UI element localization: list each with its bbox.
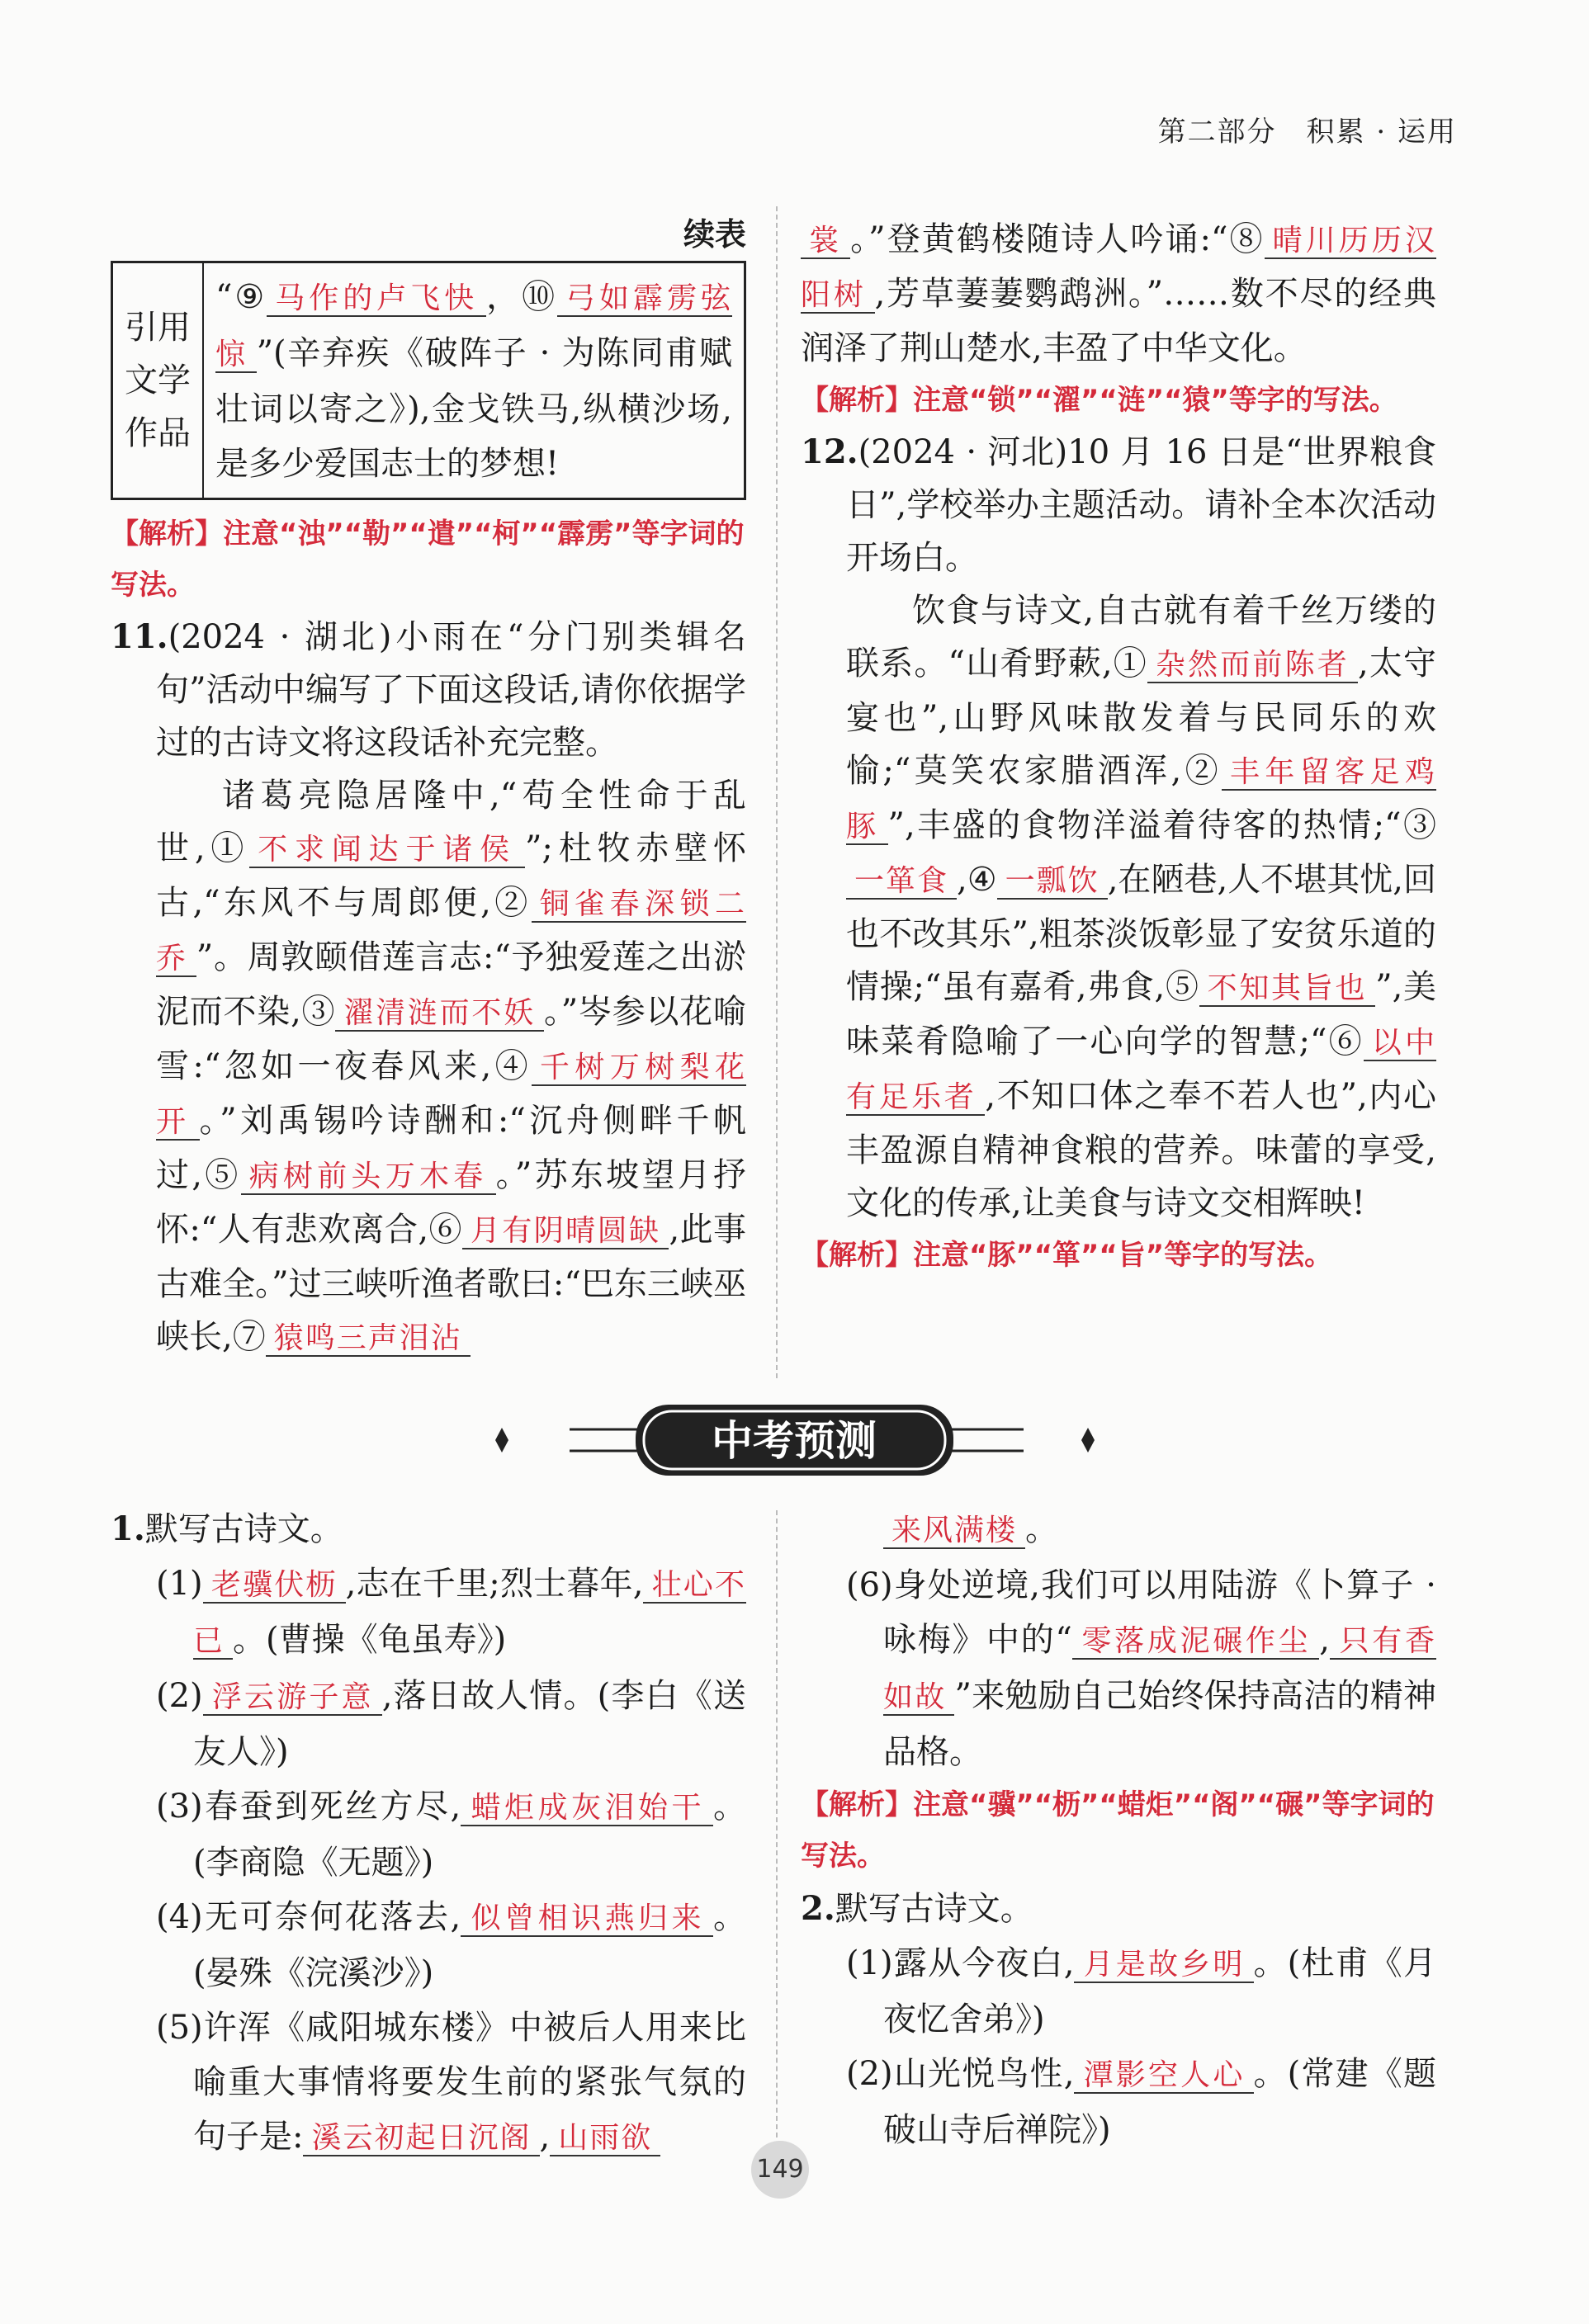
banner-graphic [0, 1395, 1589, 1486]
answer-12-5: 不知其旨也 [1199, 971, 1375, 1007]
text: ,此事古难全。”过三峡听渔者歌曰:“巴东三峡巫峡长,⑦ [156, 1211, 746, 1356]
text: 。(晏殊《浣溪沙》) [193, 1898, 746, 1992]
analysis-1: 【解析】注意“浊”“勒”“遣”“柯”“霹雳”等字词的写法。 [111, 517, 745, 602]
text: ,芳草萋萋鹦鹉洲。”……数不尽的经典润泽了荆山楚水,丰盈了中华文化。 [801, 275, 1436, 367]
text: ，⑩ [486, 278, 558, 316]
text: 。(杜甫《月夜忆舍弟》) [883, 1944, 1436, 2038]
answer-11-2: 铜雀春深锁二乔 [156, 887, 746, 975]
text: 。 [1025, 1510, 1059, 1548]
text: 。”登黄鹤楼随诗人吟诵:“⑧ [850, 220, 1265, 258]
text: 。(曹操《龟虽寿》) [233, 1621, 507, 1659]
question-number: 1. [111, 1509, 145, 1548]
answer-1-5a: 溪云初起日沉阁 [303, 2121, 539, 2156]
left-column-top [111, 213, 746, 1365]
banner-star-left [495, 1428, 508, 1452]
text: ”;杜牧赤壁怀古,“东风不与周郎便,② [156, 829, 746, 922]
text: 诸葛亮隐居隆中,“苟全性命于乱世,① [156, 777, 746, 867]
text: (6)身处逆境,我们可以用陆游《卜算子 · 咏梅》中的“ [846, 1566, 1436, 1659]
text: (3)春蚕到死丝方尽, [156, 1788, 461, 1826]
citation-table [111, 261, 746, 500]
section-banner [0, 1395, 1589, 1486]
text: ”,丰盛的食物洋溢着待客的热情;“③ [887, 806, 1436, 844]
answer-1-1a: 老骥伏枥 [203, 1568, 346, 1604]
text: ,④ [957, 861, 997, 899]
text: ”(辛弃疾《破阵子 · 为陈同甫赋壮词以寄之》),金戈铁马,纵横沙场,是多少爱国志士的梦想! [215, 334, 732, 483]
answer-1-5b: 山雨欲 [550, 2121, 660, 2156]
banner-title: 中考预测 [712, 1417, 877, 1465]
text: , [1319, 1621, 1330, 1659]
text: ,太守宴也”,山野风味散发着与民同乐的欢愉;“莫笑农家腊酒浑,② [846, 645, 1436, 790]
text: ,不知口体之奉不若人也”,内心丰盈源自精神食粮的营养。味蕾的享受,文化的传承,让美食与诗文交相辉映! [846, 1077, 1436, 1222]
column-divider-top [776, 206, 778, 1378]
text: (5)许浑《咸阳城东楼》中被后人用来比喻重大事情将要发生前的紧张气氛的句子是: [156, 2009, 746, 2156]
answer-11-7-cont: 裳 [801, 224, 850, 259]
text: ,落日故人情。(李白《送友人》) [193, 1677, 746, 1771]
answer-11-1: 不求闻达于诸侯 [249, 833, 525, 868]
text: (1)露从今夜白, [846, 1944, 1075, 1982]
text: 。”苏东坡望月抒怀:“人有悲欢离合,⑥ [156, 1156, 746, 1249]
question-11 [111, 611, 746, 769]
text: ,志在千里;烈士暮年, [345, 1565, 644, 1603]
text: ,在陋巷,人不堪其忧,回也不改其乐”,粗茶淡饭彰显了安贫乐道的情操;“虽有嘉肴,弗食,⑤ [846, 861, 1436, 1006]
answer-10: 弓如霹雳弦惊 [215, 281, 732, 371]
answer-9: 马作的卢飞快 [267, 281, 486, 317]
banner-star-right [1081, 1428, 1095, 1452]
item-4 [111, 1890, 746, 2000]
answer-1-4: 似曾相识燕归来 [461, 1901, 713, 1937]
q2-item-1 [801, 1936, 1436, 2047]
item-index: (1) [156, 1565, 203, 1603]
page-header: 第二部分 积累 · 运用 [1157, 116, 1457, 149]
text: ”,美味菜肴隐喻了一心向学的智慧;“⑥ [846, 968, 1436, 1060]
answer-11-6: 月有阴晴圆缺 [462, 1214, 669, 1249]
page-number: 149 [751, 2141, 809, 2199]
item-3 [111, 1779, 746, 1890]
item-index: (2) [156, 1677, 203, 1715]
answer-12-2: 丰年留客足鸡豚 [846, 755, 1436, 843]
answer-1-5b-cont: 来风满楼 [883, 1514, 1025, 1549]
text: 。(李商隐《无题》) [193, 1788, 746, 1882]
text: “⑨ [215, 278, 267, 316]
answer-12-4: 一瓢饮 [997, 864, 1108, 900]
answer-12-3: 一箪食 [846, 864, 957, 900]
question-2 [801, 1882, 1436, 1936]
answer-2-2: 潭影空人心 [1074, 2058, 1253, 2094]
q2-item-2 [801, 2047, 1436, 2157]
question-11-continued [801, 213, 1436, 375]
item-5-continued [801, 1502, 1436, 1558]
text: 。”岑参以花喻雪:“忽如一夜春风来,④ [156, 993, 746, 1085]
analysis-3: 【解析】注意“豚”“箪”“旨”等字的写法。 [801, 1239, 1333, 1272]
answer-1-1b: 壮心不已 [193, 1568, 746, 1658]
left-column-bottom [111, 1502, 746, 2166]
question-title: 默写古诗文。 [835, 1890, 1033, 1928]
text: ”。周敦颐借莲言志:“予独爱莲之出淤泥而不染,③ [156, 938, 746, 1031]
continued-label: 续表 [683, 215, 746, 253]
question-12-body [801, 584, 1436, 1230]
text: , [539, 2118, 551, 2156]
question-1 [111, 1502, 746, 1556]
question-title: 默写古诗文。 [144, 1510, 343, 1548]
answer-12-6: 以中有足乐者 [846, 1026, 1436, 1114]
answer-11-4: 千树万树梨花开 [156, 1051, 746, 1139]
text: 饮食与诗文,自古就有着千丝万缕的联系。“山肴野蔌,① [846, 592, 1436, 683]
item-2 [111, 1669, 746, 1779]
column-divider-bottom [776, 1510, 778, 2137]
answer-1-6b: 只有香如故 [883, 1624, 1436, 1714]
item-6 [801, 1558, 1436, 1779]
answer-11-7: 猿鸣三声泪沾 [266, 1321, 471, 1357]
answer-1-6a: 零落成泥碾作尘 [1072, 1624, 1319, 1660]
right-column-bottom [801, 1502, 1436, 2157]
analysis-2: 【解析】注意“锁”“濯”“涟”“猿”等字的写法。 [801, 384, 1397, 417]
text: 。(常建《题破山寺后禅院》) [883, 2055, 1436, 2149]
question-stem: (2024 · 湖北)小雨在“分门别类辑名句”活动中编写了下面这段话,请你依据学过的古诗文将这段话补充完整。 [156, 618, 746, 762]
question-stem: (2024 · 河北)10 月 16 日是“世界粮食日”,学校举办主题活动。请补全本次活动开场白。 [846, 433, 1436, 577]
answer-11-5: 病树前头万木春 [241, 1160, 496, 1195]
text: ”来勉励自己始终保持高洁的精神品格。 [883, 1677, 1436, 1771]
question-number: 12. [801, 432, 858, 471]
text: (4)无可奈何花落去, [156, 1898, 461, 1936]
answer-11-3: 濯清涟而不妖 [335, 996, 544, 1032]
analysis-4: 【解析】注意“骥”“枥”“蜡炬”“阁”“碾”等字词的写法。 [801, 1788, 1435, 1873]
table-label: 引用文学作品 [112, 262, 204, 499]
answer-11-8: 晴川历历汉阳树 [801, 224, 1436, 312]
answer-12-1: 杂然而前陈者 [1147, 648, 1358, 683]
answer-1-2: 浮云游子意 [203, 1680, 382, 1716]
table-content [203, 262, 745, 499]
text: (2)山光悦鸟性, [846, 2055, 1075, 2093]
text: 。”刘禹锡吟诗酬和:“沉舟侧畔千帆过,⑤ [156, 1102, 746, 1194]
answer-2-1: 月是故乡明 [1074, 1948, 1253, 1983]
question-number: 2. [801, 1889, 835, 1928]
item-5 [111, 2000, 746, 2166]
question-12 [801, 426, 1436, 584]
question-number: 11. [111, 617, 168, 656]
item-1 [111, 1556, 746, 1669]
question-11-body [111, 769, 746, 1365]
answer-1-3: 蜡炬成灰泪始干 [461, 1791, 713, 1826]
right-column-top [801, 213, 1436, 1281]
